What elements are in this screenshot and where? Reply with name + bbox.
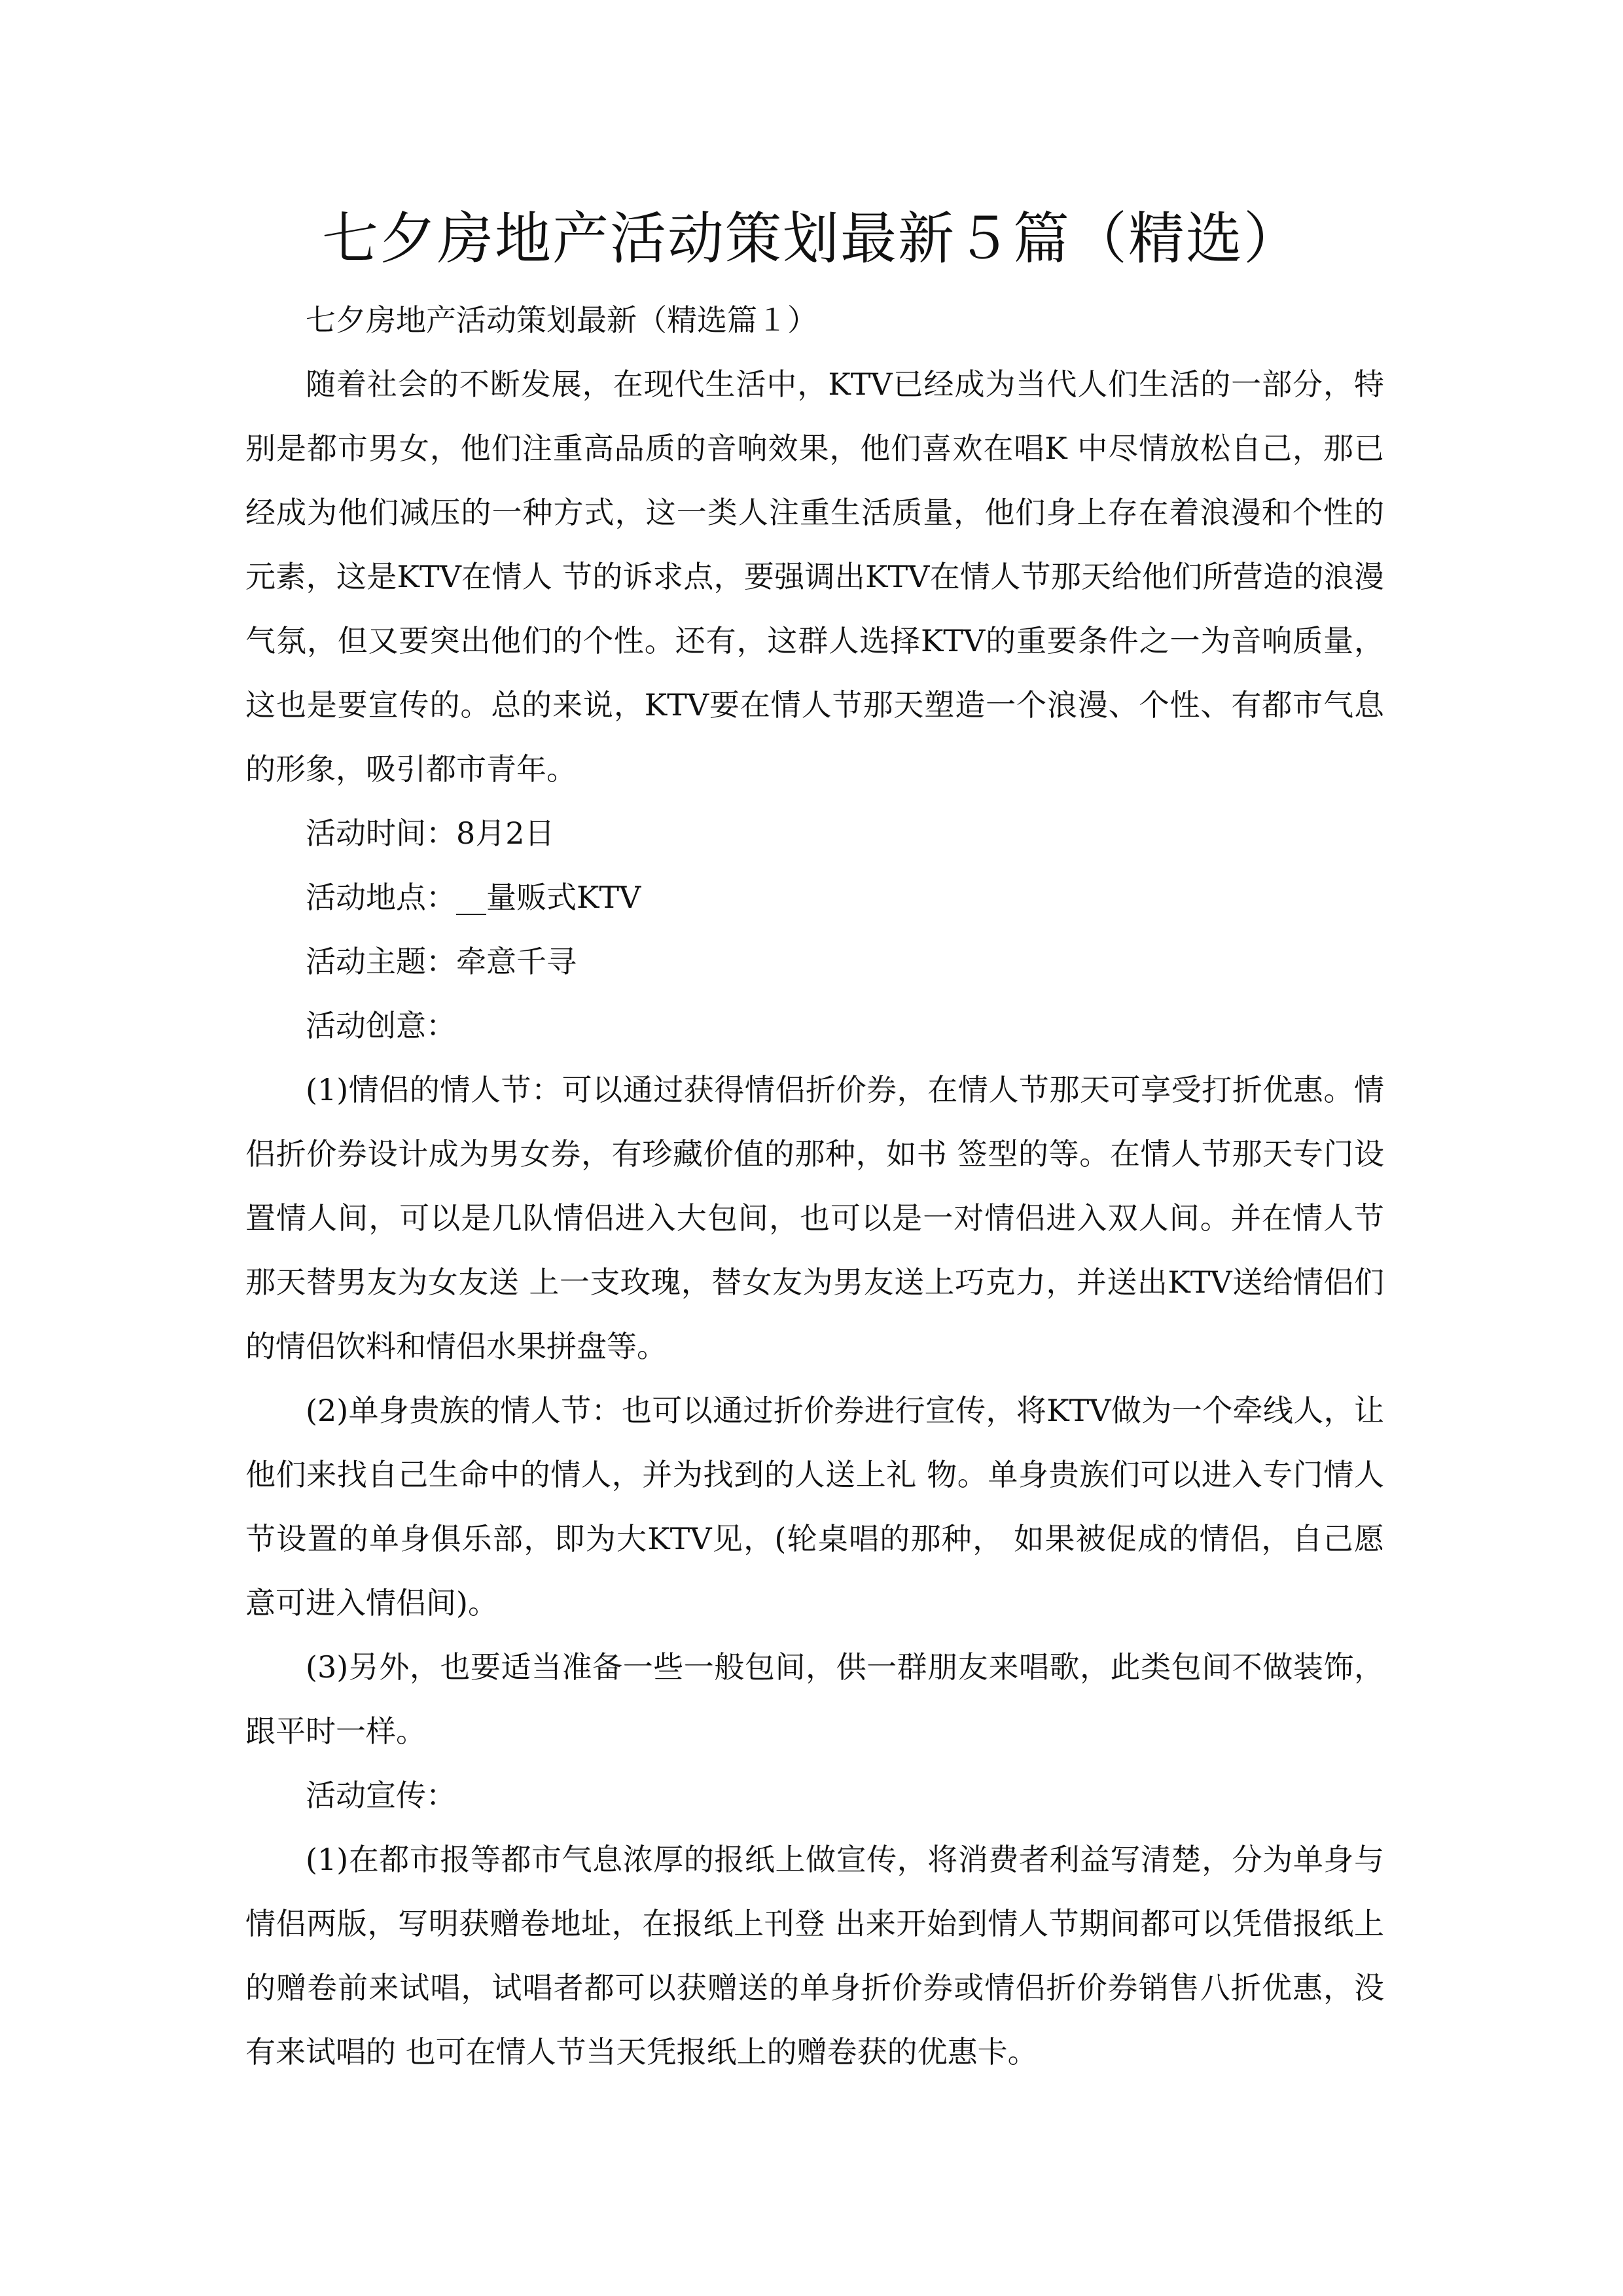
document-title: 七夕房地产活动策划最新５篇（精选） xyxy=(322,206,1301,272)
paragraph-theme: 活动主题：牵意千寻 xyxy=(306,944,577,979)
paragraph-promotion-heading: 活动宣传： xyxy=(306,1778,456,1813)
paragraph-promotion-1: (1)在都市报等都市气息浓厚的报纸上做宣传，将消费者利益写清楚，分为单身与情侣两版，写明获赠卷地址，在报纸上刊登 出来开始到情人节期间都可以凭借报纸上的赠卷前来试唱，试唱者都可以获赠送的单身折价券或情侣折价券销售八折优惠，没有来试唱的 也可在情人节当天凭报纸上的赠卷获的优惠卡。 xyxy=(245,1842,1384,2070)
paragraph-creative-2: (2)单身贵族的情人节：也可以通过折价券进行宣传，将KTV做为一个牵线人，让他们来找自己生命中的情人，并为找到的人送上礼 物。单身贵族们可以进入专门情人节设置的单身俱乐部，即为大KTV见，(轮桌唱的那种， 如果被促成的情侣，自己愿意可进入情侣间)。 xyxy=(245,1393,1384,1621)
paragraph-location: 活动地点：__量贩式KTV xyxy=(306,880,641,915)
paragraph-creative-1: (1)情侣的情人节：可以通过获得情侣折价券，在情人节那天可享受打折优惠。情侣折价券设计成为男女券，有珍藏价值的那种，如书 签型的等。在情人节那天专门设置情人间，可以是几队情侣进入大包间，也可以是一对情侣进入双人间。并在情人节那天替男友为女友送 上一支玫瑰，替女友为男友送上巧克力，并送出KTV送给情侣们的情侣饮料和情侣水果拼盘等。 xyxy=(245,1072,1384,1364)
paragraph-creative-3: (3)另外，也要适当准备一些一般包间，供一群朋友来唱歌，此类包间不做装饰，跟平时一样。 xyxy=(245,1649,1384,1749)
paragraph-intro: 随着社会的不断发展，在现代生活中，KTV已经成为当代人们生活的一部分，特别是都市男女，他们注重高品质的音响效果，他们喜欢在唱K 中尽情放松自己，那已经成为他们减压的一种方式，这一类人注重生活质量，他们身上存在着浪漫和个性的元素，这是KTV在情人 节的诉求点，要强调出KTV在情人节那天给他们所营造的浪漫气氛，但又要突出他们的个性。还有，这群人选择KTV的重要条件之一为音响质量，这也是要宣传的。总的来说，KTV要在情人节那天塑造一个浪漫、个性、有都市气息的形象，吸引都市青年。 xyxy=(245,367,1384,787)
paragraph-creative-heading: 活动创意： xyxy=(306,1008,456,1043)
section-heading: 七夕房地产活动策划最新（精选篇１） xyxy=(306,302,817,338)
document-body xyxy=(245,288,1384,2084)
paragraph-time: 活动时间：8月2日 xyxy=(306,816,555,851)
